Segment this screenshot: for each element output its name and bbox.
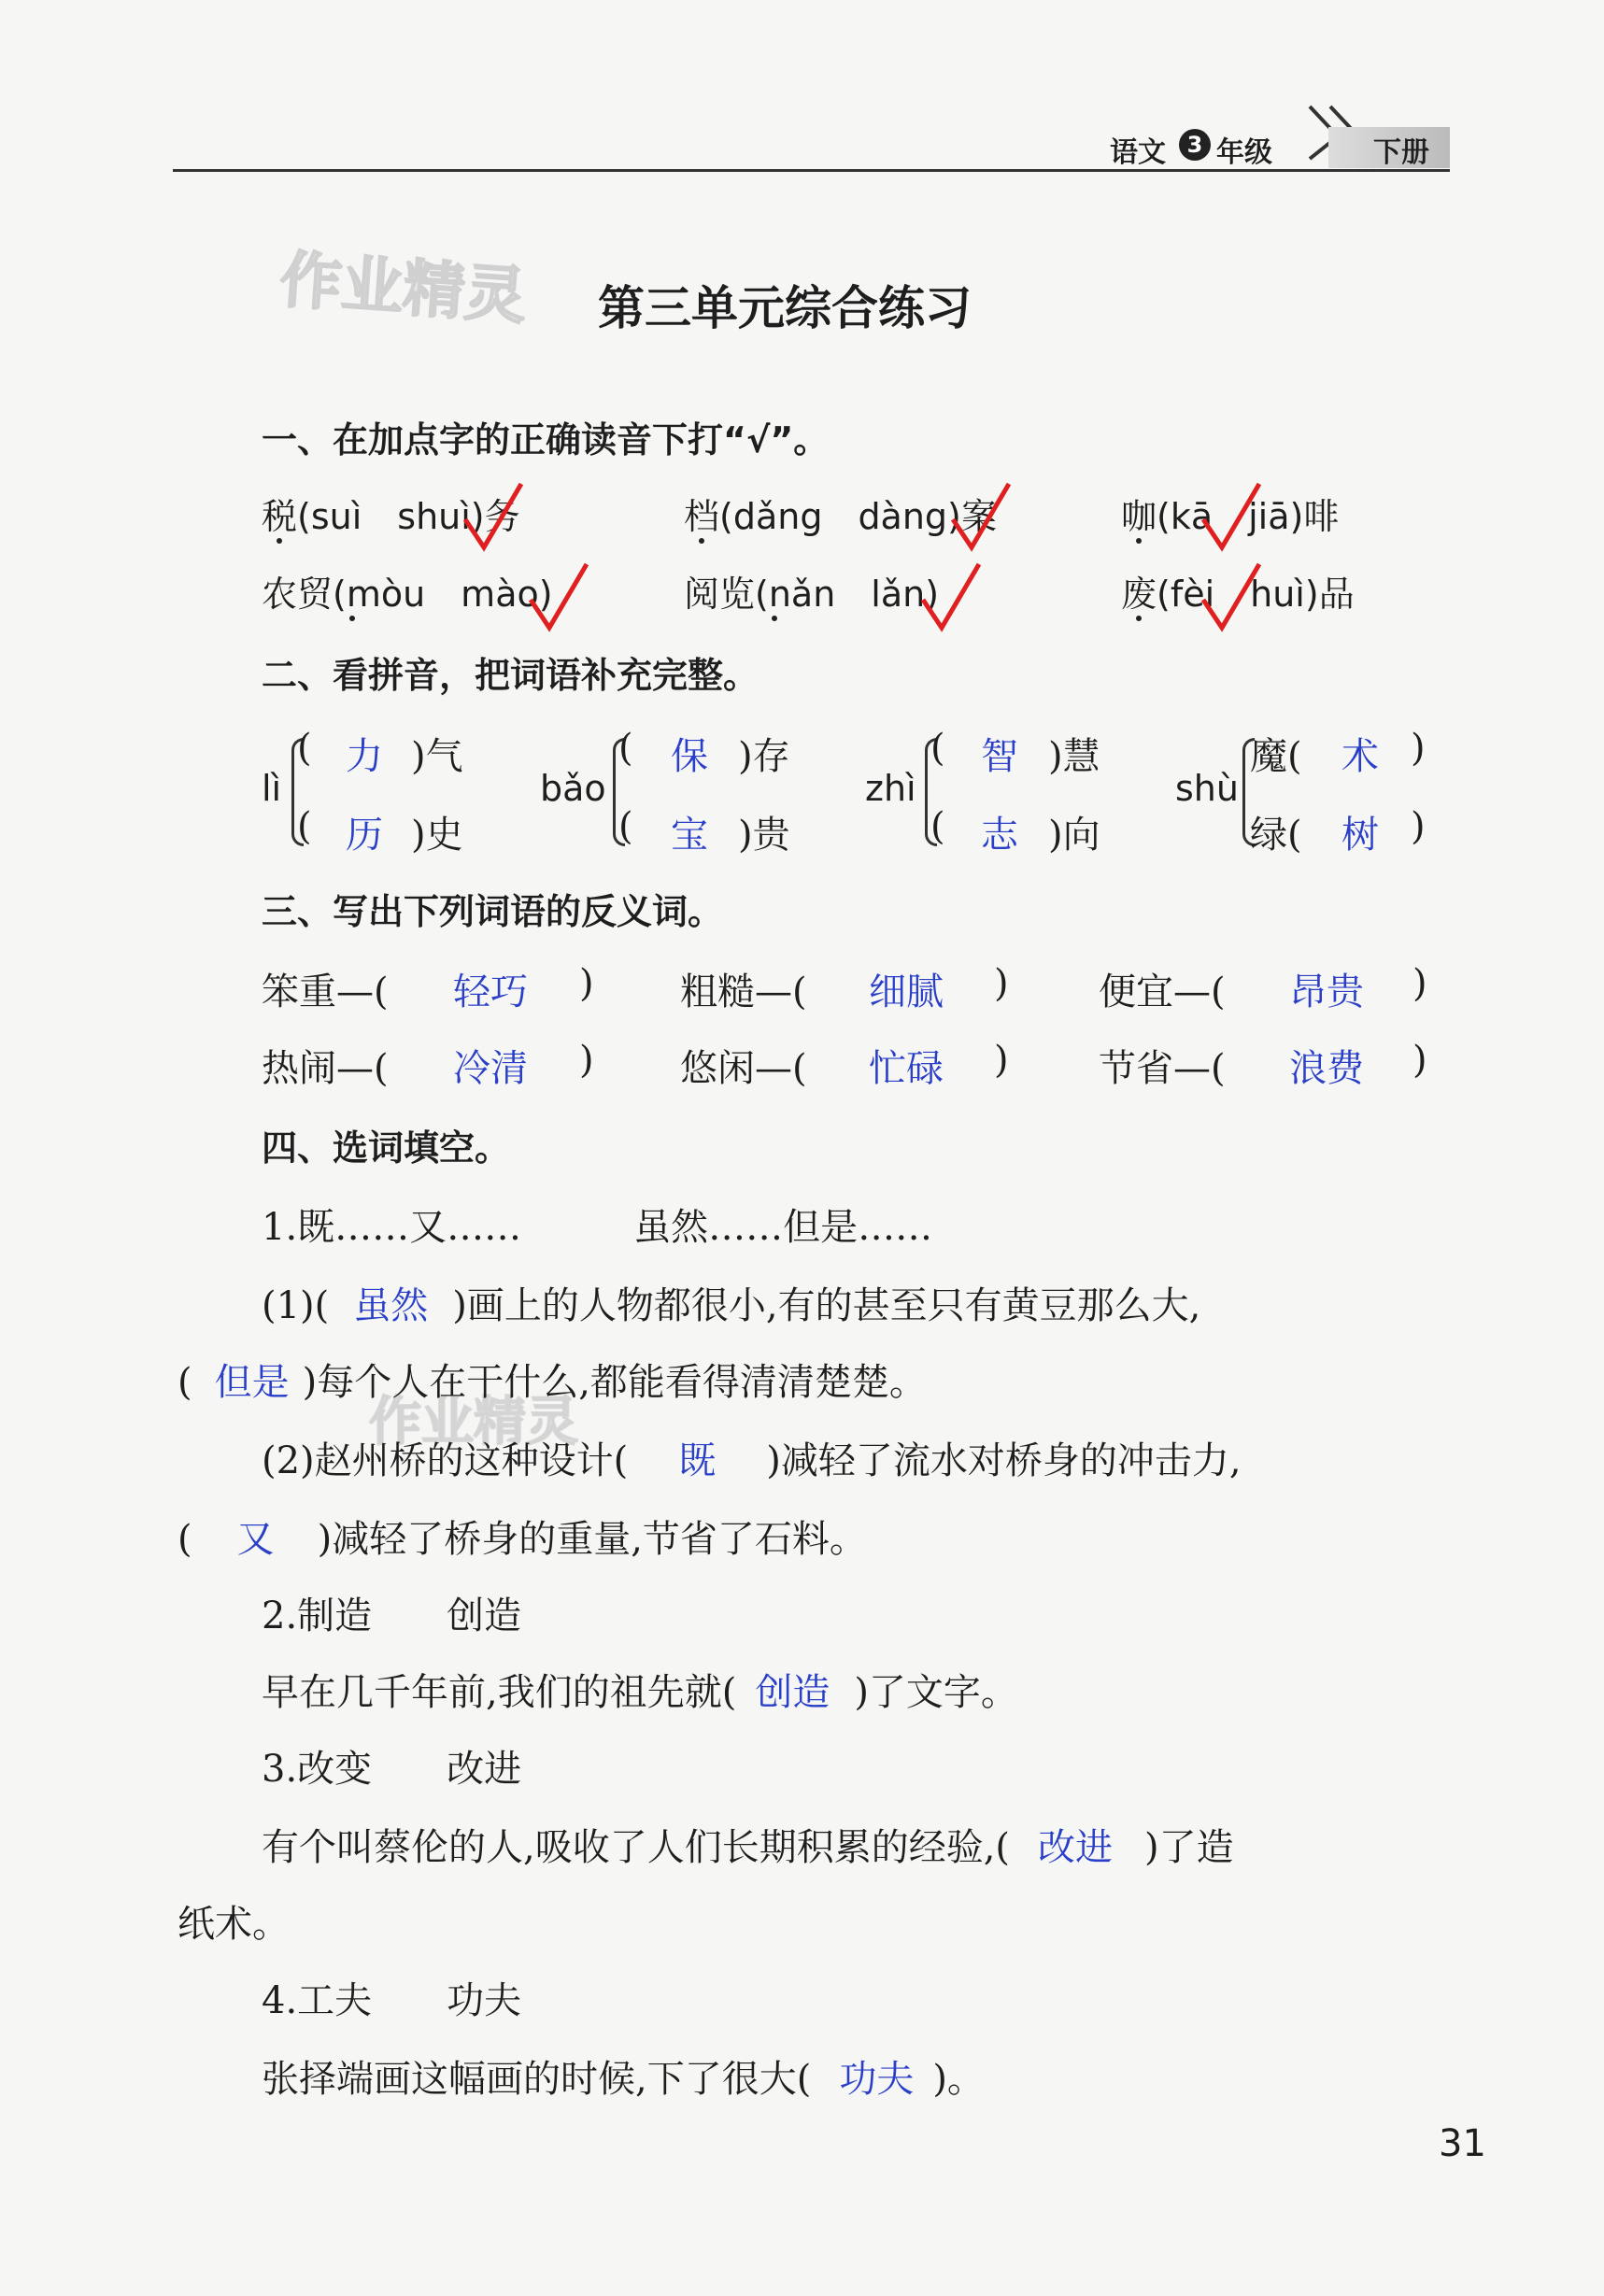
q3-word-choices: 3.改变 改进 bbox=[262, 1748, 522, 1791]
watermark-middle: 作业精灵 bbox=[369, 1392, 578, 1453]
group-bottom-pre: ( bbox=[297, 805, 312, 848]
emphasis-dot bbox=[1136, 538, 1142, 544]
check-mark-icon bbox=[916, 559, 986, 633]
antonym-close: ) bbox=[994, 1039, 1009, 1082]
page-title: 第三单元综合练习 bbox=[598, 281, 972, 335]
q2-text: 早在几千年前,我们的祖先就( bbox=[262, 1671, 737, 1714]
q1c-text: (2)赵州桥的这种设计( bbox=[262, 1439, 629, 1482]
group-bottom-answer: 志 bbox=[981, 814, 1018, 857]
group-bottom-answer: 树 bbox=[1341, 814, 1379, 857]
pinyin-item-4: 农贸(mòu mào) bbox=[262, 574, 553, 615]
antonym-close: ) bbox=[579, 962, 594, 1005]
group-pinyin: shù bbox=[1175, 768, 1239, 809]
group-top-pre: ( bbox=[930, 727, 945, 770]
page-number: 31 bbox=[1439, 2122, 1486, 2165]
q1-sentence-d bbox=[177, 1509, 867, 1563]
header-volume: 下册 bbox=[1373, 136, 1429, 169]
q4-answer: 功夫 bbox=[839, 2058, 915, 2101]
q4-word-choices: 4.工夫 功夫 bbox=[262, 1979, 522, 2022]
q2-sentence bbox=[262, 1663, 1018, 1716]
q1d-answer: 又 bbox=[236, 1518, 275, 1561]
q1-sentence-c bbox=[262, 1431, 1242, 1484]
header-rule bbox=[173, 169, 1450, 172]
antonym-answer: 浪费 bbox=[1289, 1047, 1364, 1090]
q1d-text-end: )减轻了桥身的重量,节省了石料。 bbox=[317, 1518, 867, 1561]
group-top-pre: ( bbox=[297, 727, 312, 770]
antonym-answer: 昂贵 bbox=[1289, 971, 1364, 1013]
q2-answer: 创造 bbox=[755, 1671, 830, 1714]
group-top-pre: ( bbox=[618, 727, 633, 770]
q3-text-end: )了造 bbox=[1144, 1826, 1234, 1869]
group-pinyin: lì bbox=[262, 768, 282, 809]
antonym-close: ) bbox=[1412, 1039, 1427, 1082]
q3-sentence bbox=[262, 1818, 1234, 1871]
antonym-answer: 细腻 bbox=[869, 971, 944, 1013]
group-bottom-post: )向 bbox=[1048, 814, 1100, 857]
group-bottom-pre: 绿( bbox=[1250, 814, 1302, 857]
check-mark-icon bbox=[1196, 478, 1266, 553]
check-mark-icon bbox=[458, 478, 528, 553]
q1a-answer: 虽然 bbox=[353, 1284, 429, 1327]
group-bottom-answer: 宝 bbox=[671, 814, 708, 857]
q1b-text-end: )每个人在干什么,都能看得清清楚楚。 bbox=[302, 1361, 927, 1404]
group-bottom-post: ) bbox=[1411, 805, 1426, 848]
antonym-word: 热闹—( bbox=[262, 1047, 389, 1090]
q1a-text-end: )画上的人物都很小,有的甚至只有黄豆那么大, bbox=[452, 1284, 1201, 1327]
q4-text-end: )。 bbox=[932, 2058, 985, 2101]
group-top-post: )慧 bbox=[1048, 735, 1100, 778]
section-2-heading: 二、看拼音，把词语补充完整。 bbox=[262, 655, 759, 696]
group-top-answer: 术 bbox=[1341, 735, 1379, 778]
q3-text: 有个叫蔡伦的人,吸收了人们长期积累的经验,( bbox=[262, 1826, 1011, 1869]
header-grade: 年级 bbox=[1216, 136, 1272, 169]
group-pinyin: bǎo bbox=[540, 768, 606, 809]
group-top-pre: 魔( bbox=[1250, 735, 1302, 778]
group-top-answer: 力 bbox=[346, 735, 383, 778]
antonym-close: ) bbox=[994, 962, 1009, 1005]
q1b-text: ( bbox=[177, 1361, 192, 1404]
emphasis-dot bbox=[1136, 616, 1142, 621]
group-bottom-pre: ( bbox=[930, 805, 945, 848]
group-bottom-post: )贵 bbox=[738, 814, 790, 857]
grade-number-badge: 3 bbox=[1179, 129, 1211, 161]
pinyin-item-1: 税(suì shuì)务 bbox=[262, 496, 520, 537]
check-mark-icon bbox=[523, 559, 593, 633]
antonym-answer: 冷清 bbox=[453, 1047, 528, 1090]
pinyin-item-2: 档(dǎng dàng)案 bbox=[684, 496, 997, 537]
check-mark-icon bbox=[1196, 559, 1266, 633]
antonym-word: 便宜—( bbox=[1099, 971, 1226, 1013]
watermark-top: 作业精灵 bbox=[277, 243, 529, 333]
group-bottom-answer: 历 bbox=[346, 814, 383, 857]
q1a-text: (1)( bbox=[262, 1284, 330, 1327]
section-4-heading: 四、选词填空。 bbox=[262, 1127, 511, 1169]
emphasis-dot bbox=[699, 538, 704, 544]
antonym-word: 笨重—( bbox=[262, 971, 389, 1013]
q2-text-end: )了文字。 bbox=[854, 1671, 1018, 1714]
emphasis-dot bbox=[277, 538, 282, 544]
q3-sentence-continued: 纸术。 bbox=[177, 1903, 290, 1946]
q1d-text: ( bbox=[177, 1518, 192, 1561]
pinyin-item-5: 阅览(nǎn lǎn) bbox=[684, 574, 940, 615]
pinyin-item-6: 废(fèi huì)品 bbox=[1121, 574, 1355, 615]
q1c-text-end: )减轻了流水对桥身的冲击力, bbox=[766, 1439, 1242, 1482]
group-top-answer: 保 bbox=[671, 735, 708, 778]
group-bottom-pre: ( bbox=[618, 805, 633, 848]
check-mark-icon bbox=[945, 478, 1015, 553]
q1c-answer: 既 bbox=[678, 1439, 717, 1482]
q3-answer: 改进 bbox=[1038, 1826, 1114, 1869]
q4-sentence bbox=[262, 2049, 985, 2103]
header-subject: 语文 bbox=[1110, 136, 1166, 169]
antonym-close: ) bbox=[579, 1039, 594, 1082]
antonym-word: 粗糙—( bbox=[680, 971, 807, 1013]
antonym-word: 悠闲—( bbox=[680, 1047, 807, 1090]
q1b-answer: 但是 bbox=[214, 1361, 290, 1404]
q1-word-choices: 1.既……又…… 虽然……但是…… bbox=[262, 1206, 933, 1249]
group-bottom-post: )史 bbox=[411, 814, 463, 857]
antonym-word: 节省—( bbox=[1099, 1047, 1226, 1090]
antonym-answer: 轻巧 bbox=[453, 971, 528, 1013]
q1-sentence-b bbox=[177, 1353, 927, 1406]
emphasis-dot bbox=[772, 616, 777, 621]
group-pinyin: zhì bbox=[865, 768, 916, 809]
q1-sentence-a bbox=[262, 1276, 1200, 1329]
group-top-post: )存 bbox=[738, 735, 790, 778]
emphasis-dot bbox=[349, 616, 355, 621]
section-1-heading: 一、在加点字的正确读音下打“√”。 bbox=[262, 419, 830, 461]
pinyin-item-3: 咖(kā jiā)啡 bbox=[1121, 496, 1340, 537]
group-top-post: )气 bbox=[411, 735, 463, 778]
q4-text: 张择端画这幅画的时候,下了很大( bbox=[262, 2058, 812, 2101]
antonym-answer: 忙碌 bbox=[869, 1047, 944, 1090]
group-top-answer: 智 bbox=[981, 735, 1018, 778]
group-top-post: ) bbox=[1411, 727, 1426, 770]
q2-word-choices: 2.制造 创造 bbox=[262, 1594, 522, 1637]
section-3-heading: 三、写出下列词语的反义词。 bbox=[262, 891, 724, 932]
antonym-close: ) bbox=[1412, 962, 1427, 1005]
